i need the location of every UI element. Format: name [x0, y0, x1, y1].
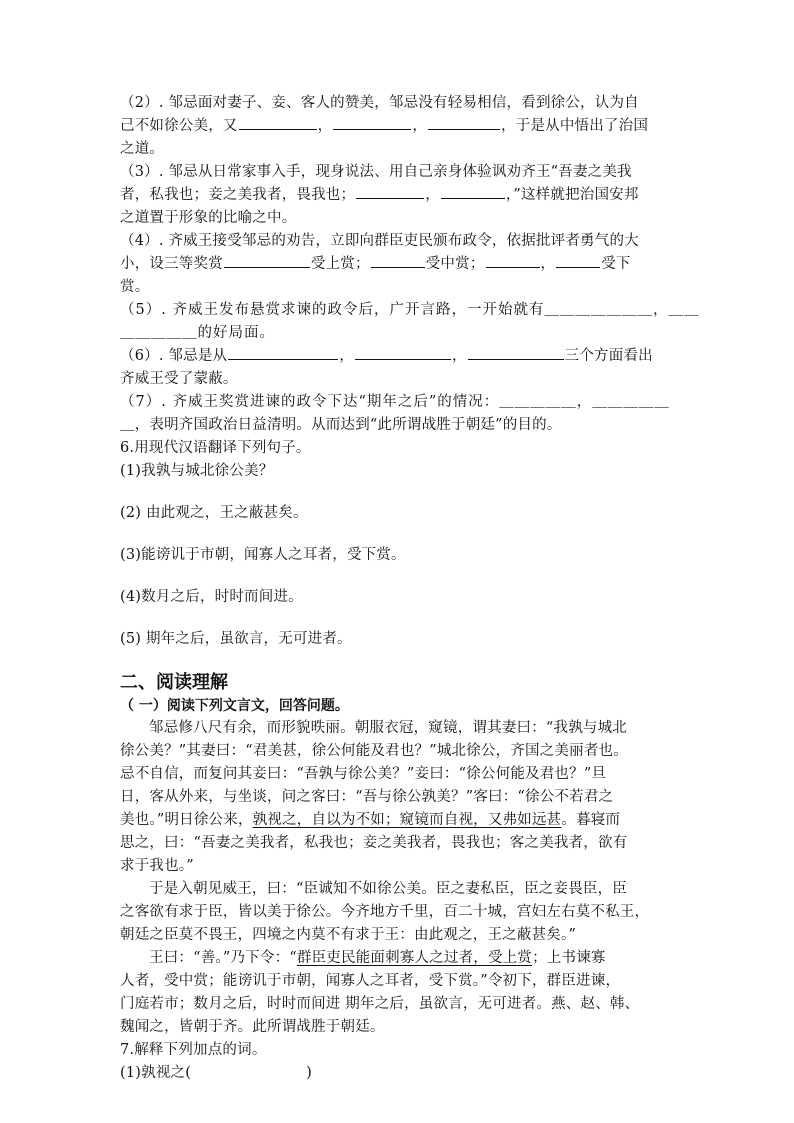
- item-7-line-2: ＿，表明齐国政治日益清明。从而达到“此所谓战胜于朝廷”的目的。: [120, 417, 562, 433]
- answer-blank[interactable]: [468, 345, 564, 360]
- item-4-line-1: （4）. 齐威王接受邹忌的劝告，立即向群臣吏民颁布政令，依据批评者勇气的大: [120, 233, 639, 249]
- answer-space[interactable]: [120, 525, 680, 544]
- passage-line: 邹忌修八尺有余，而形貌昳丽。朝服衣冠，窥镜，谓其妻曰：“我孰与城北: [149, 720, 628, 736]
- passage-line: 徐公美？”其妻曰：“君美甚，徐公何能及君也？”城北徐公，齐国之美丽者也。: [120, 743, 628, 759]
- answer-blank[interactable]: [441, 184, 505, 199]
- answer-blank[interactable]: [556, 253, 600, 268]
- answer-space[interactable]: [120, 483, 680, 502]
- passage-line: 王曰：“善。”乃下令：“群臣吏民能面刺寡人之过者，受上赏；上书谏寡: [149, 950, 606, 966]
- item-6-line-1: （6）. 邹忌是从 ， ， 三个方面看出: [120, 345, 680, 368]
- item-3-line-3: 之道置于形象的比喻之中。: [120, 210, 297, 226]
- underlined-sentence: 群臣吏民能面刺寡人之过者，受上赏: [296, 950, 533, 966]
- question-7-title: 7.解释下列加点的词。: [120, 1042, 267, 1058]
- item-3-line-2: 者，私我也；妾之美我者，畏我也； ， ，”这样就把治国安邦: [120, 184, 680, 207]
- answer-blank[interactable]: [356, 184, 424, 199]
- answer-blank[interactable]: [355, 345, 451, 360]
- passage-line: 门庭若市；数月之后，时时而间进 期年之后，虽欲言，无可进者。燕、赵、韩、: [120, 996, 640, 1012]
- item-7-line-1: （7）. 齐威王奖赏进谏的政令下达“期年之后”的情况：＿＿＿＿＿，＿＿＿＿＿: [120, 394, 670, 410]
- translate-item: (2) 由此观之，王之蔽甚矣。: [120, 505, 308, 521]
- question-6-title: 6.用现代汉语翻译下列句子。: [120, 440, 311, 456]
- passage-line: 美也。”明日徐公来，孰视之，自以为不如；窥镜而自视，又弗如远甚。暮寝而: [120, 812, 621, 828]
- item-5-line-2: ＿＿＿＿＿的好局面。: [120, 325, 275, 341]
- section-heading: 二、阅读理解: [120, 672, 228, 693]
- item-4-line-3: 赏。: [120, 279, 150, 295]
- answer-blank[interactable]: [239, 115, 317, 130]
- item-2-line-3: 之道。: [120, 141, 165, 157]
- answer-blank[interactable]: [333, 115, 411, 130]
- translate-item: (1)我孰与城北徐公美？: [120, 463, 274, 479]
- passage-line: 忌不自信，而复问其妾曰：“吾孰与徐公美？”妾曰：“徐公何能及君也？”旦: [120, 766, 607, 782]
- item-6-line-2: 齐威王受了蒙蔽。: [120, 371, 238, 387]
- item-2-line-2: 己不如徐公美，又 ， ， ，于是从中悟出了治国: [120, 115, 680, 138]
- translate-item: (5) 期年之后，虽欲言，无可进者。: [120, 631, 352, 647]
- classical-passage: [120, 717, 680, 1039]
- underlined-sentence: 孰视之，自以为不如；窥镜而自视，又弗如远甚: [252, 812, 562, 828]
- subsection-heading: （ 一）阅读下列文言文，回答问题。: [120, 698, 349, 714]
- answer-blank[interactable]: [486, 253, 540, 268]
- passage-line: 朝廷之臣莫不畏王，四境之内莫不有求于王：由此观之，王之蔽甚矣。”: [120, 927, 577, 943]
- passage-line: 求于我也。”: [120, 858, 194, 874]
- item-5-line-1: （5）. 齐威王发布悬赏求谏的政令后，广开言路，一开始就有＿＿＿＿＿＿＿，＿＿: [120, 302, 700, 318]
- answer-space[interactable]: [120, 567, 680, 586]
- document-page: [120, 92, 700, 1085]
- question-7-item-1: (1)孰视之( ): [120, 1065, 312, 1081]
- answer-blank[interactable]: [428, 115, 500, 130]
- passage-line: 思之，曰：“吾妻之美我者，私我也；妾之美我者，畏我也；客之美我者，欲有: [120, 835, 628, 851]
- answer-blank[interactable]: [371, 253, 425, 268]
- translate-item: (4)数月之后，时时而间进。: [120, 589, 303, 605]
- passage-line: 人者，受中赏；能谤讥于市朝，闻寡人之耳者，受下赏。”令初下，群臣进谏，: [120, 973, 621, 989]
- answer-blank[interactable]: [224, 253, 310, 268]
- item-2-line-1: （2）. 邹忌面对妻子、妾、客人的赞美，邹忌没有轻易相信，看到徐公，认为自: [120, 95, 639, 111]
- passage-line: 于是入朝见威王，曰：“臣诚知不如徐公美。臣之妻私臣，臣之妾畏臣，臣: [149, 881, 628, 897]
- translate-item: (3)能谤讥于市朝，闻寡人之耳者，受下赏。: [120, 547, 406, 563]
- answer-space[interactable]: [120, 609, 680, 628]
- item-3-line-1: （3）. 邹忌从日常家事入手，现身说法、用自己亲身体验讽劝齐王“吾妻之美我: [120, 164, 632, 180]
- passage-line: 日，客从外来，与坐谈，问之客曰：“吾与徐公孰美？”客曰：“徐公不若君之: [120, 789, 614, 805]
- answer-blank[interactable]: [228, 345, 338, 360]
- passage-line: 之客欲有求于臣，皆以美于徐公。今齐地方千里，百二十城，宫妇左右莫不私王，: [120, 904, 650, 920]
- passage-line: 魏闻之，皆朝于齐。此所谓战胜于朝廷。: [120, 1019, 385, 1035]
- item-4-line-2: 小，设三等奖赏 受上赏； 受中赏； ， 受下: [120, 253, 680, 276]
